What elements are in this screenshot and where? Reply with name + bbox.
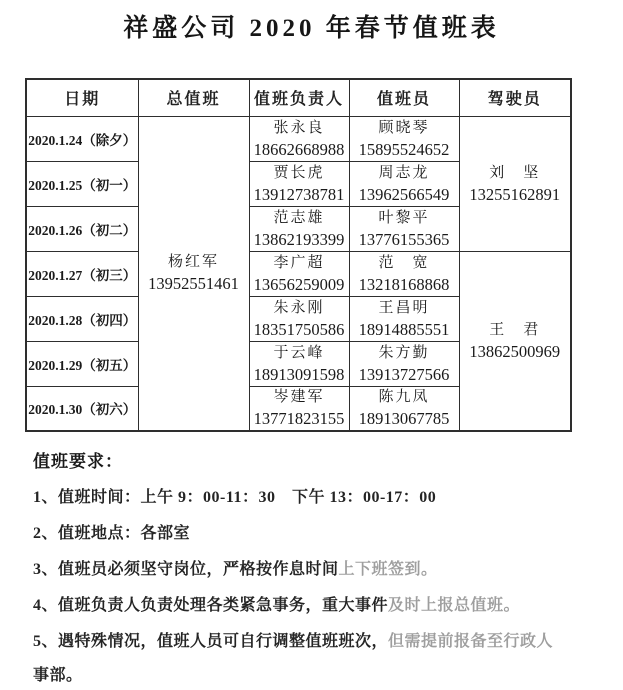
- person-phone: 18914885551: [358, 319, 450, 339]
- note-text: 2、值班地点：各部室: [33, 525, 191, 542]
- duty-requirements-section: [33, 447, 613, 687]
- person-name: 叶黎平: [378, 209, 430, 226]
- person-phone: 15895524652: [358, 139, 450, 159]
- table-row: [26, 251, 571, 296]
- date-cell: 2020.1.30（初六）: [26, 386, 138, 431]
- person-phone: 18913091598: [253, 364, 345, 384]
- col-header-duty-officer: 值班员: [349, 79, 459, 116]
- person-name: 杨红军: [167, 254, 219, 271]
- person-name: 刘 坚: [489, 164, 541, 181]
- col-header-driver: 驾驶员: [459, 79, 571, 116]
- person-name: 于云峰: [273, 344, 325, 361]
- duty-leader-cell: [249, 161, 349, 206]
- person-name: 岑建军: [273, 389, 325, 406]
- person-phone: 13913727566: [358, 364, 450, 384]
- person-phone: 13218168868: [358, 274, 450, 294]
- note-line-2: [33, 522, 613, 545]
- duty-officer-cell: [349, 341, 459, 386]
- date-cell: 2020.1.24（除夕）: [26, 116, 138, 161]
- person-name: 贾长虎: [273, 164, 325, 181]
- table-header-row: [26, 79, 571, 116]
- note-text: 事部。: [33, 667, 83, 684]
- date-cell: 2020.1.25（初一）: [26, 161, 138, 206]
- note-text-faded: 及时上报总值班。: [388, 597, 521, 614]
- person-phone: 13255162891: [469, 184, 561, 204]
- date-cell: 2020.1.26（初二）: [26, 206, 138, 251]
- person-phone: 13656259009: [253, 274, 345, 294]
- duty-leader-cell: [249, 296, 349, 341]
- note-line-4: [33, 594, 613, 617]
- person-phone: 13952551461: [148, 274, 239, 294]
- duty-roster-table: [25, 78, 572, 432]
- duty-officer-cell: [349, 116, 459, 161]
- person-name: 顾晓琴: [378, 119, 430, 136]
- person-name: 李广超: [273, 254, 325, 271]
- document-title: 祥盛公司 2020 年春节值班表: [123, 15, 500, 42]
- note-text-faded: 但需提前报备至行政人: [388, 633, 554, 650]
- person-phone: 13862500969: [469, 341, 561, 361]
- duty-officer-cell: [349, 161, 459, 206]
- person-name: 范 宽: [378, 254, 430, 271]
- person-name: 陈九凤: [378, 389, 430, 406]
- person-phone: 13962566549: [358, 184, 450, 204]
- table-row: [26, 116, 571, 161]
- col-header-general-duty: 总值班: [138, 79, 249, 116]
- person-phone: 13862193399: [253, 229, 345, 249]
- notes-heading: 值班要求：: [33, 452, 123, 471]
- note-text-faded: 上下班签到。: [338, 561, 438, 578]
- col-header-duty-leader: 值班负责人: [249, 79, 349, 116]
- person-name: 周志龙: [378, 164, 430, 181]
- note-text: 4、值班负责人负责处理各类紧急事务，重大事件: [33, 597, 389, 614]
- person-name: 朱方勤: [378, 344, 430, 361]
- general-duty-cell: [138, 116, 249, 431]
- note-line-5: [33, 630, 613, 653]
- date-cell: 2020.1.29（初五）: [26, 341, 138, 386]
- col-header-date: 日期: [26, 79, 138, 116]
- driver-cell: [459, 116, 571, 251]
- duty-leader-cell: [249, 386, 349, 431]
- date-cell: 2020.1.27（初三）: [26, 251, 138, 296]
- date-cell: 2020.1.28（初四）: [26, 296, 138, 341]
- person-phone: 13776155365: [358, 229, 450, 249]
- person-phone: 13912738781: [253, 184, 345, 204]
- duty-officer-cell: [349, 296, 459, 341]
- note-text: 1、值班时间：上午 9：00-11：30 下午 13：00-17：00: [33, 489, 437, 506]
- duty-officer-cell: [349, 206, 459, 251]
- person-name: 王 君: [489, 321, 541, 338]
- note-text: 3、值班员必须坚守岗位，严格按作息时间: [33, 561, 339, 578]
- person-name: 王昌明: [378, 299, 430, 316]
- duty-leader-cell: [249, 341, 349, 386]
- duty-leader-cell: [249, 116, 349, 161]
- duty-officer-cell: [349, 251, 459, 296]
- person-phone: 18913067785: [358, 409, 450, 429]
- person-phone: 18662668988: [253, 139, 345, 159]
- note-line-5-continuation: [33, 664, 613, 687]
- person-phone: 18351750586: [253, 319, 345, 339]
- person-name: 张永良: [273, 119, 325, 136]
- note-text: 5、遇特殊情况，值班人员可自行调整值班班次，: [33, 633, 389, 650]
- note-line-1: [33, 486, 613, 509]
- person-name: 朱永刚: [273, 299, 325, 316]
- duty-officer-cell: [349, 386, 459, 431]
- note-line-3: [33, 558, 613, 581]
- driver-cell: [459, 251, 571, 431]
- person-name: 范志雄: [273, 209, 325, 226]
- duty-leader-cell: [249, 251, 349, 296]
- person-phone: 13771823155: [253, 409, 345, 429]
- duty-leader-cell: [249, 206, 349, 251]
